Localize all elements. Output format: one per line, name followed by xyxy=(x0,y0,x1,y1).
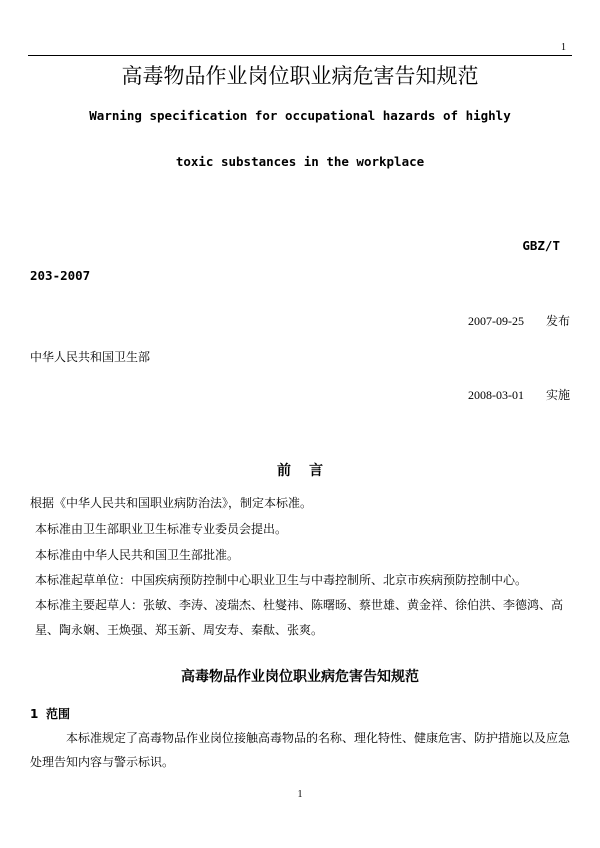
english-title-line-2: toxic substances in the workplace xyxy=(175,154,425,169)
foreword-char-1: 前 xyxy=(277,463,291,479)
foreword-paragraph: 本标准由卫生部职业卫生标准专业委员会提出。 xyxy=(35,522,288,536)
foreword-paragraph: 本标准起草单位：中国疾病预防控制中心职业卫生与中毒控制所、北京市疾病预防控制中心。 xyxy=(35,573,528,587)
release-date: 2007-09-25 xyxy=(467,314,524,328)
implement-label: 实施 xyxy=(545,388,570,402)
issuing-authority: 中华人民共和国卫生部 xyxy=(30,350,151,364)
standard-code-number: 203-2007 xyxy=(30,268,91,283)
section-1-heading xyxy=(30,705,70,722)
section-1-heading-text: 范围 xyxy=(46,707,71,721)
page-number-bottom: 1 xyxy=(297,789,303,800)
header-rule xyxy=(28,55,572,56)
foreword-char-2: 言 xyxy=(309,463,323,479)
document-title: 高毒物品作业岗位职业病危害告知规范 xyxy=(121,64,479,88)
implement-date: 2008-03-01 xyxy=(467,388,524,402)
release-label: 发布 xyxy=(545,314,570,328)
foreword-paragraph: 根据《中华人民共和国职业病防治法》，制定本标准。 xyxy=(30,496,313,510)
section-1-body: 本标准规定了高毒物品作业岗位接触高毒物品的名称、理化特性、健康危害、防护措施以及应急处理告知内容与警示标识。 xyxy=(30,731,571,769)
page-number-top: 1 xyxy=(561,42,566,53)
english-title-line-1: Warning specification for occupational hazards of highly xyxy=(89,108,511,123)
release-date-row xyxy=(468,312,570,329)
section-title: 高毒物品作业岗位职业病危害告知规范 xyxy=(181,669,419,685)
section-1-number: 1 xyxy=(30,707,39,721)
foreword-heading xyxy=(0,460,600,480)
standard-code-prefix: GBZ/T xyxy=(522,238,560,253)
implement-date-row xyxy=(468,386,570,403)
foreword-paragraph: 本标准主要起草人：张敏、李涛、凌瑞杰、杜燮祎、陈曙旸、蔡世雄、黄金祥、徐伯洪、李德鸿、高星、陶永娴、王焕强、郑玉新、周安寿、秦酞、张爽。 xyxy=(35,598,564,637)
foreword-paragraph: 本标准由中华人民共和国卫生部批准。 xyxy=(35,548,240,562)
